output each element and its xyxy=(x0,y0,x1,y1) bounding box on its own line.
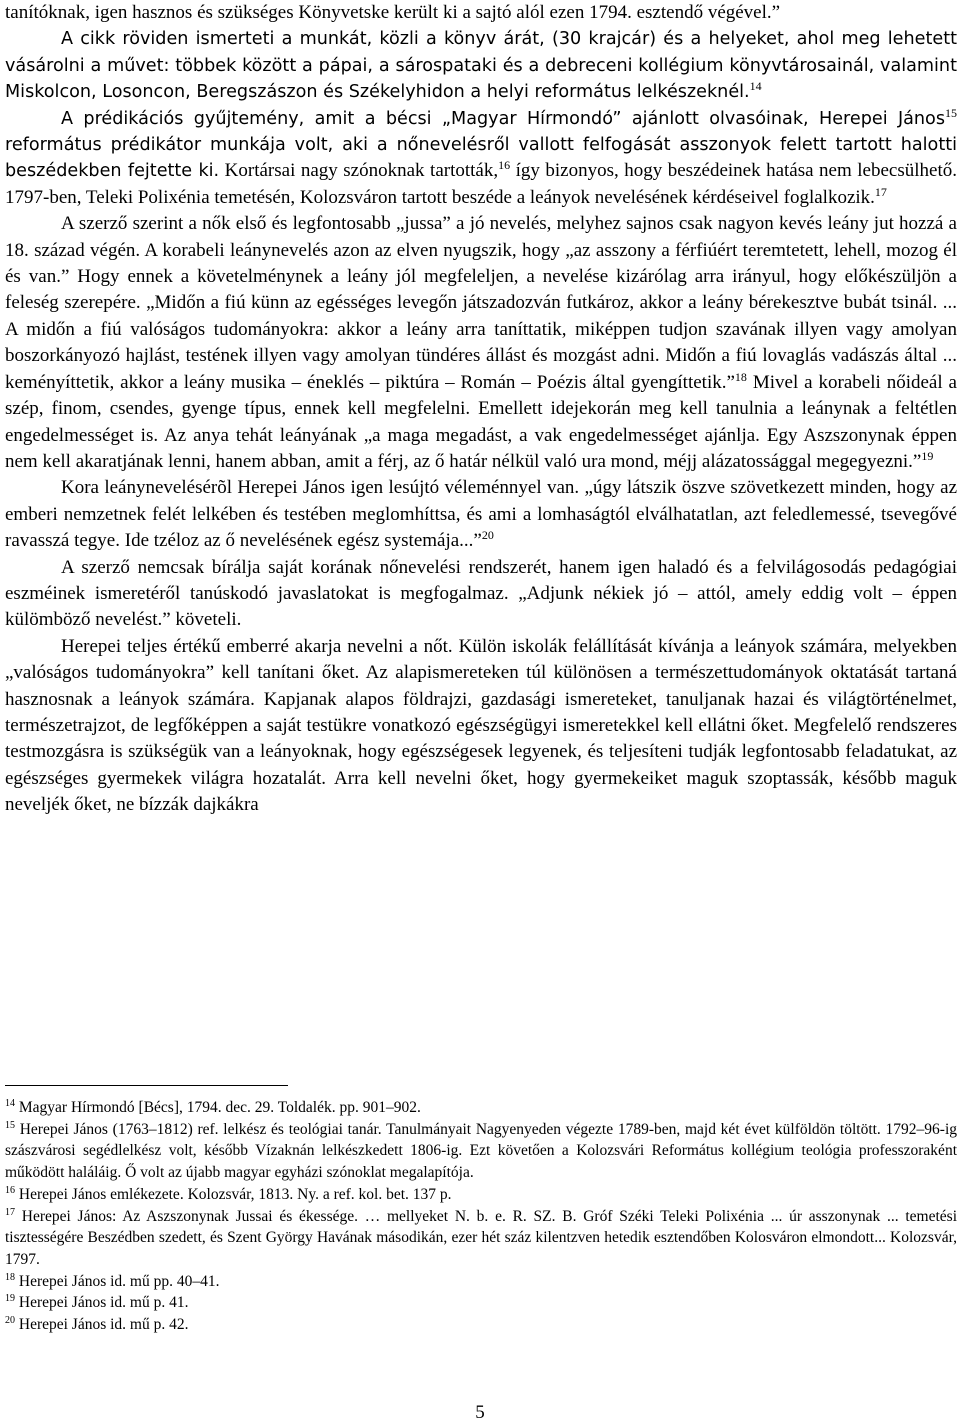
paragraph-text: A cikk röviden ismerteti a munkát, közli a könyv árát, (30 krajcár) és a helyeket, ahol meg lehetett vásárolni a művet: többek között a pápai, a sárospataki és a debreceni kollégium könyvtárosainál, valamint Miskolcon, Losoncon, Beregszászon és Székelyhidon a helyi református lelkészeknél. xyxy=(5,29,957,103)
paragraph xyxy=(5,634,957,819)
footnote-number: 19 xyxy=(5,1293,15,1305)
footnote-number: 15 xyxy=(5,1119,15,1131)
main-text xyxy=(5,0,957,819)
footnote-ref-18[interactable]: 18 xyxy=(734,369,747,384)
footnote-number: 14 xyxy=(5,1098,15,1109)
paragraph xyxy=(5,26,957,105)
footnote-number: 18 xyxy=(5,1271,15,1283)
footnote-ref-17[interactable]: 17 xyxy=(874,184,887,199)
footnote-text: Herepei János emlékezete. Kolozsvár, 1813. Ny. a ref. kol. bet. 137 p. xyxy=(15,1185,452,1203)
footnote xyxy=(5,1119,957,1184)
footnote-text: Herepei János id. mű p. 42. xyxy=(15,1316,189,1334)
footnotes xyxy=(5,1097,957,1336)
paragraph-text: református prédikátor munkája volt, aki a nőnevelésről vallott felfogását asszonyok felett tartott halotti beszédekben fejtette ki. xyxy=(5,135,957,182)
footnote-ref-19[interactable]: 19 xyxy=(921,448,934,463)
paragraph-text: Mivel a korabeli nőideál a szép, finom, csendes, gyenge típus, ennek kell megfelelni. Emellett idejekorán meg kell tanulnia a leánynak a feltétlen engedelmességet is. Az anya tehát leányának „a maga megadást, a vak engedelmességet ajánlja. Egy Aszszonynak éppen nem kell akaratjának lenni, hanem abban, amit a férj, az ő határ nélkül való ura mond, méjj alázatossággal megegyezni.” xyxy=(5,371,957,472)
footnote-ref-14[interactable]: 14 xyxy=(749,79,762,94)
footnote-ref-20[interactable]: 20 xyxy=(481,528,494,543)
footnote-separator xyxy=(5,1085,288,1086)
footnote xyxy=(5,1314,957,1336)
paragraph-text: Kortársai nagy szónoknak tartották, xyxy=(219,160,499,182)
footnote-number: 20 xyxy=(5,1315,15,1327)
paragraph xyxy=(5,555,957,634)
footnote-text: Herepei János id. mű p. 41. xyxy=(15,1294,189,1312)
footnote xyxy=(5,1271,957,1293)
footnote xyxy=(5,1097,957,1119)
footnote xyxy=(5,1292,957,1314)
paragraph-text: Kora leánynevelésérõl Herepei János igen lesújtó véleménnyel van. „úgy látszik öszve szövetkezett minden, hogy az emberi nemzetnek felét lelkében és testében meglomhíttsa, és ami a lomhaságtól elválhatatlan, azt feledlemessé, tsevegővé ravasszá tegye. Ide tzéloz az ő nevelésének egész systemája...” xyxy=(5,477,957,552)
paragraph-continued xyxy=(5,0,957,26)
footnote-text: Herepei János (1763–1812) ref. lelkész és teológiai tanár. Tanulmányait Nagyenyeden végezte 1789-ben, majd két évet külföldön töltött. 1792–96-ig szászvárosi segédlelkész volt, később Vízaknán lelkészkedett 1806-ig. Ezt követően a Kolozsvári Református kollégium teológia professzoraként működött haláláig. Ő volt az újabb magyar egyházi szónoklat megalapítója. xyxy=(5,1120,957,1182)
footnote-ref-16[interactable]: 16 xyxy=(498,158,511,173)
footnote-number: 16 xyxy=(5,1184,15,1196)
paragraph xyxy=(5,106,957,212)
page-number: 5 xyxy=(475,1402,485,1423)
paragraph-text: így bizonyos, hogy beszédeinek hatása nem lebecsülhető. 1797-ben, Teleki Polixénia temetésén, Kolozsváron tartott beszéde a leányok nevelésének kérdéseivel foglalkozik. xyxy=(5,160,957,208)
paragraph xyxy=(5,211,957,475)
footnote-ref-15[interactable]: 15 xyxy=(945,105,957,120)
paragraph-text: tanítóknak, igen hasznos és szükséges Könyvetske került ki a sajtó alól ezen 1794. esztendő végével.” xyxy=(5,2,781,23)
footnote xyxy=(5,1206,957,1271)
footnote-text: Magyar Hírmondó [Bécs], 1794. dec. 29. Toldalék. pp. 901–902. xyxy=(15,1099,421,1116)
paragraph-text: A szerző nemcsak bírálja saját korának nőnevelési rendszerét, hanem igen haladó és a felvilágosodás pedagógiai eszméinek ismeretéről tanúskodó javaslatokat is megfogalmaz. „Adjunk nékiek jó – attól, amely eddig volt – éppen külömböző nevelést.” követeli. xyxy=(5,556,957,631)
footnote-text: Herepei János id. mű pp. 40–41. xyxy=(15,1272,220,1290)
paragraph-text: A szerző szerint a nők első és legfontosabb „jussa” a jó nevelés, melyhez sajnos csak nagyon kevés leány jut hozzá a 18. század végén. A korabeli leánynevelés azon az elven nyugszik, hogy „az asszony a férfiúért teremtetett, lehell, mozog él és van.” Hogy ennek a követelménynek a leány jól megfeleljen, a nevelése kizárólag arra irányul, hogy előkészüljön a feleség szerepére. „Midőn a fiú künn az egésséges levegőn játszadozván futkároz, akkor a leány bérekesztve bubát tsinál. ... A midőn a fiú valóságos tudományokra: akkor a leány arra taníttatik, miképpen tudjon szavának illyen vagy amolyan boszorkányozó hajlást, testének illyen vagy amolyan tündéres állást és mozgást adni. Midőn a fiú lovaglás vadászás által ... keményíttetik, akkor a leány musika – éneklés – piktúra – Román – Poézis által gyengíttetik.” xyxy=(5,213,957,393)
paragraph-text: Herepei teljes értékű emberré akarja nevelni a nőt. Külön iskolák felállítását kívánja a leányok számára, melyekben „valóságos tudományokra” kell tanítani őket. Az alapismereteken túl különösen a természettudományok oktatását tartaná hasznosnak a leányok számára. Kapjanak alapos földrajzi, gazdasági ismereteket, tanuljanak hazai és világtörténelmet, természetrajzot, de legfőképpen a saját testükre vonatkozó egészségügyi ismeretekkel kell ellátni őket. Megfelelő rendszeres testmozgásra is szükségük van a leányoknak, hogy egészségesek legyenek, és teljesíteni tudják legfontosabb feladatukat, az egészséges gyermekek világra hozatalát. Arra kell nevelni őket, hogy gyermekeiket maguk szoptassák, később maguk neveljék őket, ne bízzák dajkákra xyxy=(5,635,957,816)
footnote-text: Herepei János: Az Aszszonynak Jussai és ékessége. … mellyeket N. b. e. R. SZ. B. Gróf Széki Teleki Polixénia ... úr asszonynak ... temetési tisztességére Beszédben szedett, és Szent György Havának másodikán, ezer hét száz kilentzven hetedik esztendőben Kolosváron elmondott... Kolozsvár, 1797. xyxy=(5,1207,957,1268)
footnote-number: 17 xyxy=(5,1206,15,1218)
paragraph-text: A prédikációs gyűjtemény, amit a bécsi „Magyar Hírmondó” ajánlott olvasóinak, Herepei János xyxy=(61,108,945,129)
footnote xyxy=(5,1184,957,1206)
paragraph xyxy=(5,475,957,554)
